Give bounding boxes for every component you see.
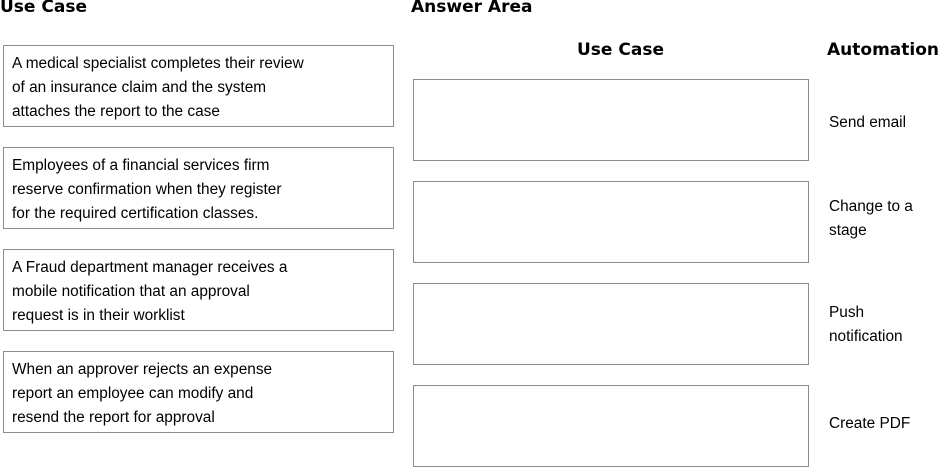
- use-case-option-medical-review[interactable]: [3, 45, 394, 127]
- use-case-drop-target-2[interactable]: [413, 181, 809, 263]
- use-case-option-expense-rejection[interactable]: [3, 351, 394, 433]
- automation-label-text: Create PDF: [829, 415, 911, 432]
- automation-label-send-email: [829, 111, 906, 135]
- use-case-option-text: A Fraud department manager receives a: [12, 259, 288, 276]
- use-case-option-text: A medical specialist completes their review: [12, 55, 304, 72]
- answer-use-case-column-heading: Use Case: [577, 40, 664, 60]
- automation-label-create-pdf: [829, 412, 910, 436]
- use-case-option-text: resend the report for approval: [12, 409, 215, 426]
- automation-label-text: notification: [829, 328, 903, 345]
- use-case-drop-target-3[interactable]: [413, 283, 809, 365]
- use-case-heading: Use Case: [0, 0, 87, 17]
- use-case-option-text: Employees of a financial services firm: [12, 157, 270, 174]
- automation-label-text: Change to a: [829, 198, 913, 215]
- automation-column-heading: Automation: [827, 40, 939, 60]
- automation-label-change-stage: [829, 195, 913, 243]
- use-case-option-text: for the required certification classes.: [12, 205, 259, 222]
- use-case-option-text: reserve confirmation when they register: [12, 181, 282, 198]
- automation-label-push-notification: [829, 301, 903, 349]
- use-case-drop-target-4[interactable]: [413, 385, 809, 467]
- use-case-option-text: of an insurance claim and the system: [12, 79, 267, 96]
- automation-label-text: Send email: [829, 114, 906, 131]
- use-case-option-text: attaches the report to the case: [12, 103, 220, 120]
- answer-area-heading: Answer Area: [411, 0, 533, 17]
- use-case-option-text: request is in their worklist: [12, 307, 185, 324]
- use-case-drop-target-1[interactable]: [413, 79, 809, 161]
- use-case-option-text: report an employee can modify and: [12, 385, 254, 402]
- use-case-option-text: mobile notification that an approval: [12, 283, 250, 300]
- use-case-option-fraud-notification[interactable]: [3, 249, 394, 331]
- use-case-option-text: When an approver rejects an expense: [12, 361, 273, 378]
- use-case-option-certification-registration[interactable]: [3, 147, 394, 229]
- automation-label-text: stage: [829, 222, 867, 239]
- automation-label-text: Push: [829, 304, 865, 321]
